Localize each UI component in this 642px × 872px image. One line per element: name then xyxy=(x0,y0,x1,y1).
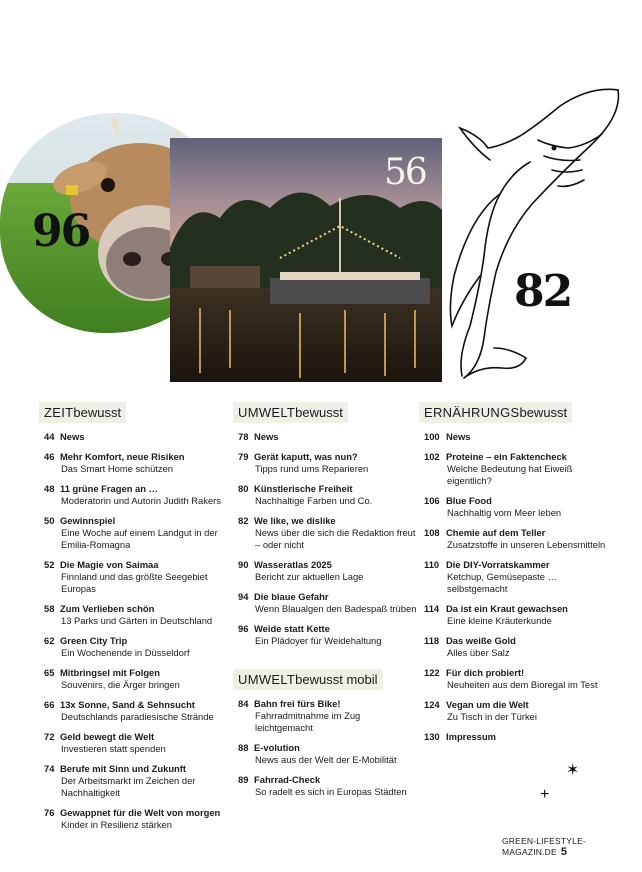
toc-title-text: Berufe mit Sinn und Zukunft xyxy=(60,763,187,774)
toc-entry-description: 13 Parks und Gärten in Deutschland xyxy=(61,615,213,626)
toc-title-text: Geld bewegt die Welt xyxy=(60,731,155,742)
toc-entry-description: Kinder in Resilienz stärken xyxy=(61,819,172,830)
toc-entry-description: Bericht zur aktuellen Lage xyxy=(255,571,364,582)
toc-title-text: Das weiße Gold xyxy=(446,635,516,646)
sparkle-icon: ✶ xyxy=(566,762,580,779)
toc-entry-title xyxy=(44,731,229,743)
toc-page-number: 79 xyxy=(238,451,249,462)
toc-page-number: 90 xyxy=(238,559,249,570)
toc-entry[interactable] xyxy=(44,483,229,507)
toc-title-text: Weide statt Kette xyxy=(254,623,330,634)
toc-entry-description: Der Arbeitsmarkt im Zeichen der Nachhaltigkeit xyxy=(61,775,196,798)
toc-entry-title xyxy=(424,731,614,743)
toc-page-number: 114 xyxy=(424,603,440,614)
toc-title-text: We like, we dislike xyxy=(254,515,336,526)
toc-entry-description: Tipps rund ums Reparieren xyxy=(255,463,369,474)
section-umweltbewusst xyxy=(238,402,418,806)
toc-page-number: 82 xyxy=(238,515,249,526)
toc-title-text: Chemie auf dem Teller xyxy=(446,527,546,538)
toc-entry-description: Fahrradmitnahme im Zug leichtgemacht xyxy=(255,710,361,733)
toc-title-text: Die Magie von Saimaa xyxy=(60,559,159,570)
toc-entry-description: Das Smart Home schützen xyxy=(61,463,174,474)
toc-entry-title xyxy=(44,451,229,463)
toc-entry-description: Neuheiten aus dem Bioregal im Test xyxy=(447,679,598,690)
toc-title-text: 13x Sonne, Sand & Sehnsucht xyxy=(60,699,195,710)
toc-page-number: 106 xyxy=(424,495,440,506)
toc-entry[interactable] xyxy=(44,763,229,799)
toc-page-number: 84 xyxy=(238,698,249,709)
toc-entry-description: Zusatzstoffe in unseren Lebensmitteln xyxy=(447,539,606,550)
toc-entry-title xyxy=(424,559,614,571)
toc-page-number: 94 xyxy=(238,591,249,602)
toc-entry-title xyxy=(44,635,229,647)
toc-entry[interactable] xyxy=(44,559,229,595)
toc-title-text: Die DIY-Vorratskammer xyxy=(446,559,550,570)
toc-entry-title xyxy=(238,742,418,754)
toc-page-number: 118 xyxy=(424,635,440,646)
toc-entry-description: News aus der Welt der E-Mobilität xyxy=(255,754,397,765)
toc-entry[interactable] xyxy=(238,742,418,766)
toc-entry[interactable] xyxy=(238,774,418,798)
toc-page-number: 46 xyxy=(44,451,55,462)
toc-entry-title xyxy=(44,667,229,679)
toc-entry-description: Eine Woche auf einem Landgut in der Emilia-Romagna xyxy=(61,527,218,550)
section-ernaehrungsbewusst xyxy=(424,402,614,751)
toc-page-number: 50 xyxy=(44,515,55,526)
sparkle-icon: + xyxy=(540,786,550,803)
toc-page-number: 78 xyxy=(238,431,249,442)
toc-title-text: E-volution xyxy=(254,742,300,753)
toc-entry-title xyxy=(44,483,229,495)
toc-entry-description: Finnland und das größte Seegebiet Europas xyxy=(61,571,208,594)
section-zeitbewusst xyxy=(44,402,229,839)
toc-entry[interactable] xyxy=(44,699,229,723)
toc-entry[interactable] xyxy=(44,451,229,475)
toc-entry[interactable] xyxy=(424,451,614,487)
toc-page-number: 80 xyxy=(238,483,249,494)
toc-title-text: Mitbringsel mit Folgen xyxy=(60,667,160,678)
toc-entry-title xyxy=(238,698,418,710)
toc-title-text: Bahn frei fürs Bike! xyxy=(254,698,341,709)
footer xyxy=(502,836,642,858)
toc-page-number: 76 xyxy=(44,807,55,818)
toc-page-number: 88 xyxy=(238,742,249,753)
toc-entry-description: Investieren statt spenden xyxy=(61,743,166,754)
toc-title-text: Da ist ein Kraut gewachsen xyxy=(446,603,568,614)
toc-entry-title xyxy=(238,623,418,635)
toc-entry[interactable] xyxy=(424,667,614,691)
toc-page-number: 65 xyxy=(44,667,55,678)
toc-page-number: 52 xyxy=(44,559,55,570)
toc-entry-title xyxy=(238,559,418,571)
toc-title-text: Mehr Komfort, neue Risiken xyxy=(60,451,185,462)
toc-entry[interactable] xyxy=(424,431,614,443)
toc-page-number: 58 xyxy=(44,603,55,614)
toc-entry-title xyxy=(44,515,229,527)
toc-title-text: 11 grüne Fragen an … xyxy=(60,483,158,494)
toc-entry[interactable] xyxy=(44,603,229,627)
toc-entry[interactable] xyxy=(424,635,614,659)
toc-page-number: 66 xyxy=(44,699,55,710)
toc-entry-title xyxy=(424,495,614,507)
toc-entry-description: Deutschlands paradiesische Strände xyxy=(61,711,214,722)
toc-entry[interactable] xyxy=(238,483,418,507)
toc-entry-title xyxy=(424,699,614,711)
toc-entry[interactable] xyxy=(424,559,614,595)
toc-page-number: 130 xyxy=(424,731,440,742)
toc-page-number: 100 xyxy=(424,431,440,442)
toc-page-number: 122 xyxy=(424,667,440,678)
page-ref-82: 82 xyxy=(514,266,572,317)
toc-title-text: Green City Trip xyxy=(60,635,128,646)
toc-title-text: News xyxy=(60,431,85,442)
toc-entry-title xyxy=(424,451,614,463)
toc-title-text: News xyxy=(446,431,471,442)
toc-entry-description: Zu Tisch in der Türkei xyxy=(447,711,537,722)
toc-entry-description: Souvenirs, die Ärger bringen xyxy=(61,679,180,690)
toc-title-text: Zum Verlieben schön xyxy=(60,603,155,614)
toc-entry-description: So radelt es sich in Europas Städten xyxy=(255,786,407,797)
toc-entry-description: Welche Bedeutung hat Eiweiß eigentlich? xyxy=(447,463,573,486)
toc-title-text: Gewinnspiel xyxy=(60,515,116,526)
toc-entry[interactable] xyxy=(44,731,229,755)
toc-page-number: 110 xyxy=(424,559,440,570)
page-ref-96: 96 xyxy=(32,206,90,257)
toc-entry-title xyxy=(44,431,229,443)
toc-title-text: Vegan um die Welt xyxy=(446,699,529,710)
toc-entry[interactable] xyxy=(44,667,229,691)
toc-entry[interactable] xyxy=(238,431,418,443)
toc-entry-title xyxy=(424,431,614,443)
toc-entry-description: Wenn Blaualgen den Badespaß trüben xyxy=(255,603,417,614)
toc-title-text: Wasseratlas 2025 xyxy=(254,559,332,570)
toc-entry[interactable] xyxy=(44,515,229,551)
toc-entry-title xyxy=(44,603,229,615)
toc-entry-title xyxy=(424,603,614,615)
toc-entry[interactable] xyxy=(238,451,418,475)
toc-title-text: Blue Food xyxy=(446,495,492,506)
toc-entry-title xyxy=(44,763,229,775)
toc-page-number: 108 xyxy=(424,527,440,538)
toc-entry-title xyxy=(424,635,614,647)
toc-entry[interactable] xyxy=(424,731,614,743)
toc-title-text: Fahrrad-Check xyxy=(254,774,321,785)
toc-entry-title xyxy=(44,807,229,819)
toc-entry-description: Eine kleine Kräuterkunde xyxy=(447,615,552,626)
toc-entry-description: Alles über Salz xyxy=(447,647,510,658)
toc-page-number: 89 xyxy=(238,774,249,785)
toc-entry-title xyxy=(238,431,418,443)
toc-entry[interactable] xyxy=(238,515,418,551)
page-number: 5 xyxy=(560,846,568,858)
toc-page-number: 74 xyxy=(44,763,55,774)
toc-entry[interactable] xyxy=(44,431,229,443)
section-heading: UMWELTbewusst xyxy=(233,402,348,423)
toc-entry[interactable] xyxy=(424,699,614,723)
toc-entry-title xyxy=(238,483,418,495)
toc-entry[interactable] xyxy=(424,495,614,519)
toc-title-text: Gerät kaputt, was nun? xyxy=(254,451,358,462)
toc-title-text: Künstlerische Freiheit xyxy=(254,483,353,494)
section-heading: ERNÄHRUNGSbewusst xyxy=(419,402,572,423)
toc-page-number: 44 xyxy=(44,431,55,442)
toc-entry[interactable] xyxy=(238,559,418,583)
toc-entry[interactable] xyxy=(44,635,229,659)
toc-entry-description: Moderatorin und Autorin Judith Rakers xyxy=(61,495,221,506)
toc-page-number: 102 xyxy=(424,451,440,462)
toc-title-text: Impressum xyxy=(446,731,497,742)
toc-title-text: Gewappnet für die Welt von morgen xyxy=(60,807,221,818)
toc-entry-title xyxy=(238,774,418,786)
toc-entry-title xyxy=(238,591,418,603)
toc-entry-title xyxy=(44,699,229,711)
toc-entry-title xyxy=(424,527,614,539)
toc-entry-description: Ein Plädoyer für Weidehaltung xyxy=(255,635,382,646)
toc-title-text: Proteine – ein Faktencheck xyxy=(446,451,567,462)
toc-page-number: 62 xyxy=(44,635,55,646)
toc-entry-description: Ketchup, Gemüsepaste … selbstgemacht xyxy=(447,571,557,594)
toc-entry-description: Nachhaltige Farben und Co. xyxy=(255,495,373,506)
toc-entry-title xyxy=(44,559,229,571)
section-heading-mobil: UMWELTbewusst mobil xyxy=(233,669,383,690)
page-ref-56: 56 xyxy=(384,152,426,193)
toc-entry-title xyxy=(424,667,614,679)
toc-page-number: 72 xyxy=(44,731,55,742)
toc-entry-title xyxy=(238,451,418,463)
section-heading: ZEITbewusst xyxy=(39,402,126,423)
toc-entry[interactable] xyxy=(238,623,418,647)
toc-entry-description: News über die sich die Redaktion freut – oder nicht xyxy=(255,527,416,550)
toc-entry[interactable] xyxy=(424,603,614,627)
toc-page-number: 124 xyxy=(424,699,440,710)
toc-title-text: News xyxy=(254,431,279,442)
toc-entry[interactable] xyxy=(238,698,418,734)
toc-entry-title xyxy=(238,515,418,527)
footer-site: GREEN-LIFESTYLE-MAGAZIN.DE xyxy=(502,836,586,857)
toc-page-number: 96 xyxy=(238,623,249,634)
toc-entry[interactable] xyxy=(44,807,229,831)
toc-page-number: 48 xyxy=(44,483,55,494)
toc-entry[interactable] xyxy=(238,591,418,615)
toc-entry-description: Nachhaltig vom Meer leben xyxy=(447,507,562,518)
toc-title-text: Die blaue Gefahr xyxy=(254,591,329,602)
toc-title-text: Für dich probiert! xyxy=(446,667,525,678)
toc-entry-description: Ein Wochenende in Düsseldorf xyxy=(61,647,190,658)
whale-illustration xyxy=(440,76,630,386)
toc-entry[interactable] xyxy=(424,527,614,551)
